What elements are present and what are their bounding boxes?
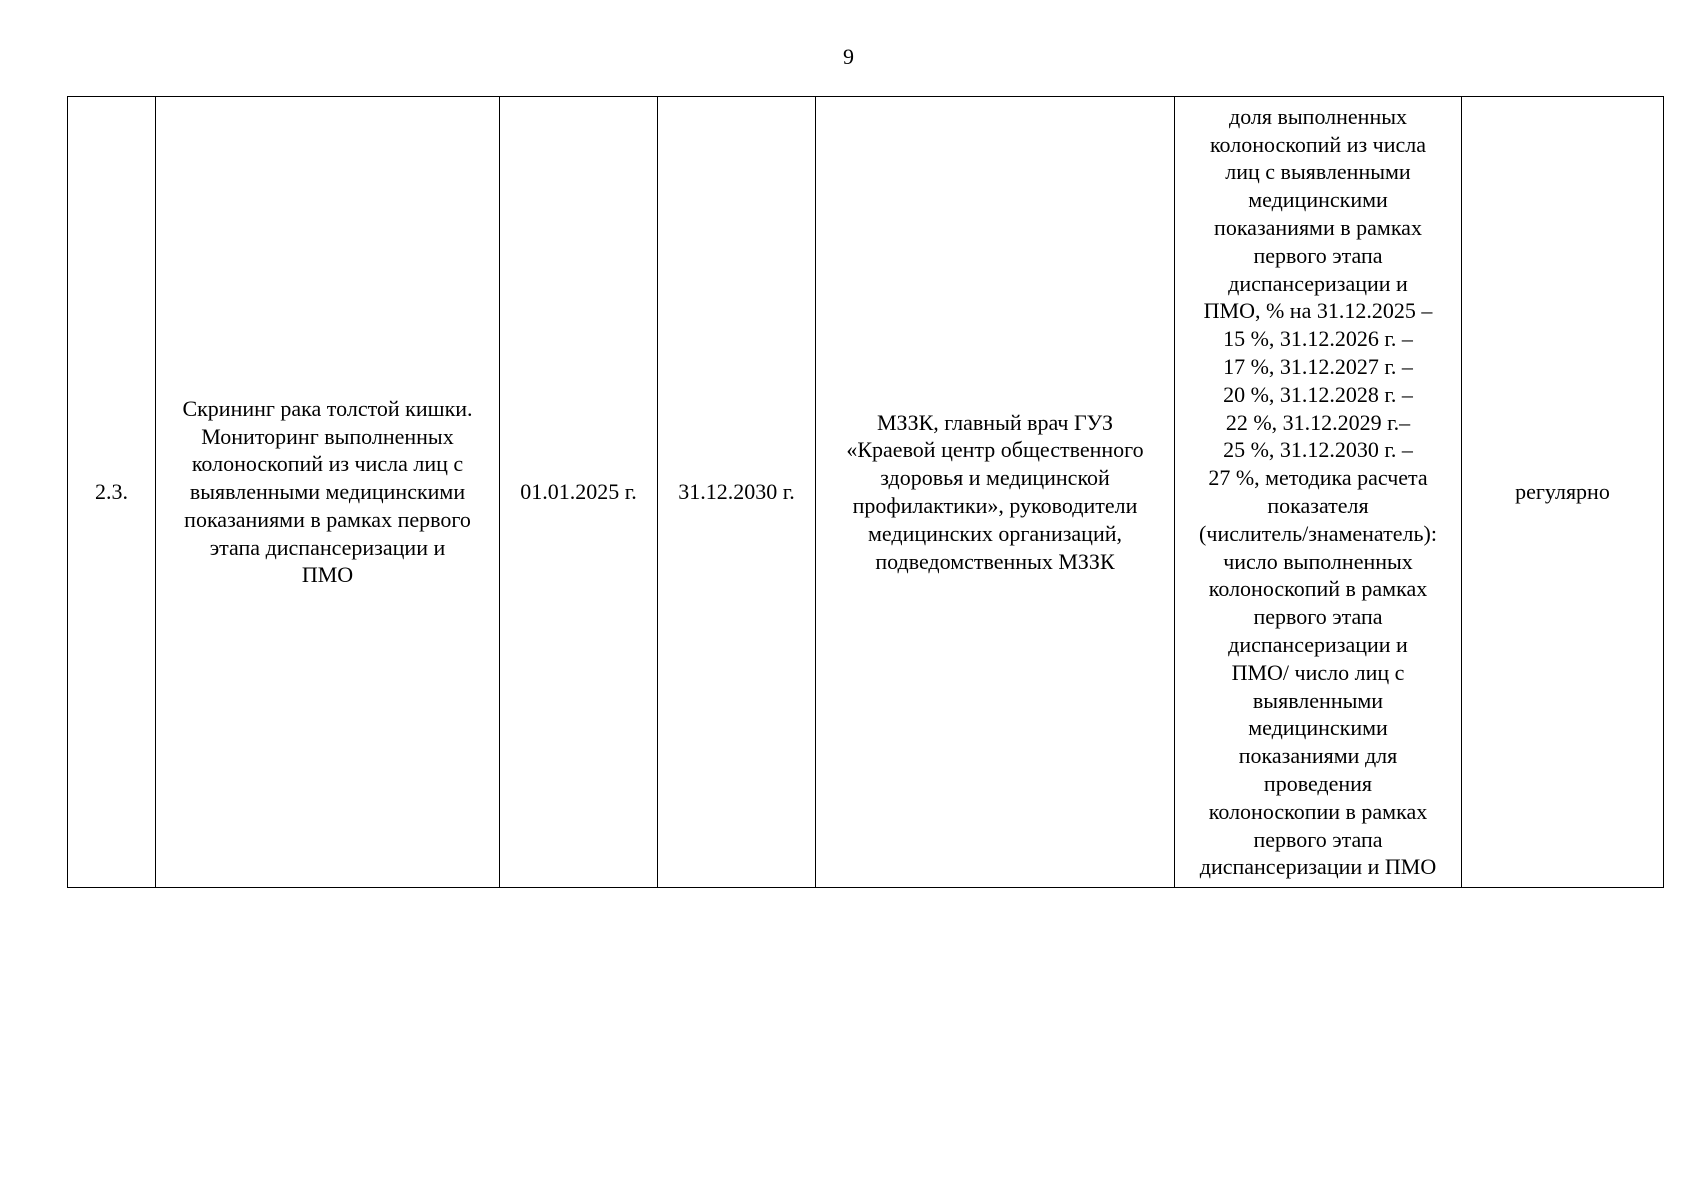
cell-indicator <box>1175 97 1462 888</box>
indicator-line: колоноскопий из числа <box>1209 131 1427 157</box>
cell-end-date: 31.12.2030 г. <box>658 97 816 888</box>
indicator-line: 22 %, 31.12.2029 г.– <box>1225 409 1411 435</box>
activity-name-line: колоноскопий из числа лиц с <box>191 451 464 477</box>
page-number: 9 <box>843 44 854 69</box>
responsible-line: здоровья и медицинской <box>880 465 1110 491</box>
cell-responsible <box>816 97 1175 888</box>
indicator-line: колоноскопий в рамках <box>1208 576 1428 602</box>
cell-periodicity: регулярно <box>1462 97 1664 888</box>
indicator-line: 17 %, 31.12.2027 г. – <box>1223 354 1413 380</box>
indicator-line: 27 %, методика расчета <box>1208 465 1428 491</box>
indicator-line: ПМО, % на 31.12.2025 – <box>1203 298 1433 324</box>
indicator-line: медицинскими <box>1248 715 1388 741</box>
responsible-line: МЗЗК, главный врач ГУЗ <box>876 409 1113 435</box>
table-row <box>68 97 1664 888</box>
indicator-line: диспансеризации и <box>1228 631 1408 657</box>
responsible-line: «Краевой центр общественного <box>846 437 1144 463</box>
activity-name-line: Скрининг рака толстой кишки. <box>182 395 473 421</box>
indicator-line: первого этапа <box>1253 242 1383 268</box>
activity-name-line: показаниями в рамках первого <box>184 506 471 532</box>
indicator-line: выявленными <box>1252 687 1384 713</box>
cell-item-number: 2.3. <box>68 97 156 888</box>
indicator-line: 15 %, 31.12.2026 г. – <box>1223 326 1413 352</box>
activity-name-line: Мониторинг выполненных <box>201 423 454 449</box>
indicator-line: первого этапа <box>1253 604 1383 630</box>
indicator-line: (числитель/знаменатель): <box>1199 520 1437 546</box>
indicator-line: показаниями в рамках <box>1214 215 1422 241</box>
indicator-line: 20 %, 31.12.2028 г. – <box>1223 381 1413 407</box>
activity-name-line: ПМО <box>301 562 354 588</box>
activity-name-line: этапа диспансеризации и <box>209 534 446 560</box>
indicator-line: медицинскими <box>1248 187 1388 213</box>
indicator-line: 25 %, 31.12.2030 г. – <box>1223 437 1413 463</box>
responsible-line: подведомственных МЗЗК <box>875 548 1115 574</box>
cell-start-date: 01.01.2025 г. <box>500 97 658 888</box>
plan-table <box>67 96 1664 888</box>
indicator-line: показаниями для <box>1238 743 1398 769</box>
indicator-line: проведения <box>1263 770 1373 796</box>
indicator-line: диспансеризации и <box>1228 270 1408 296</box>
indicator-line: показателя <box>1267 493 1369 518</box>
activity-name-line: выявленными медицинскими <box>189 479 466 505</box>
indicator-line: ПМО/ число лиц с <box>1231 659 1405 685</box>
cell-activity-name <box>156 97 500 888</box>
indicator-line: лиц с выявленными <box>1225 159 1411 185</box>
indicator-line: число выполненных <box>1223 548 1413 574</box>
indicator-line: доля выполненных <box>1229 103 1407 129</box>
indicator-line: первого этапа <box>1253 826 1383 852</box>
responsible-line: медицинских организаций, <box>867 520 1123 546</box>
indicator-line: диспансеризации и ПМО <box>1199 854 1437 880</box>
indicator-line: колоноскопии в рамках <box>1208 798 1428 824</box>
responsible-line: профилактики», руководители <box>852 493 1138 518</box>
